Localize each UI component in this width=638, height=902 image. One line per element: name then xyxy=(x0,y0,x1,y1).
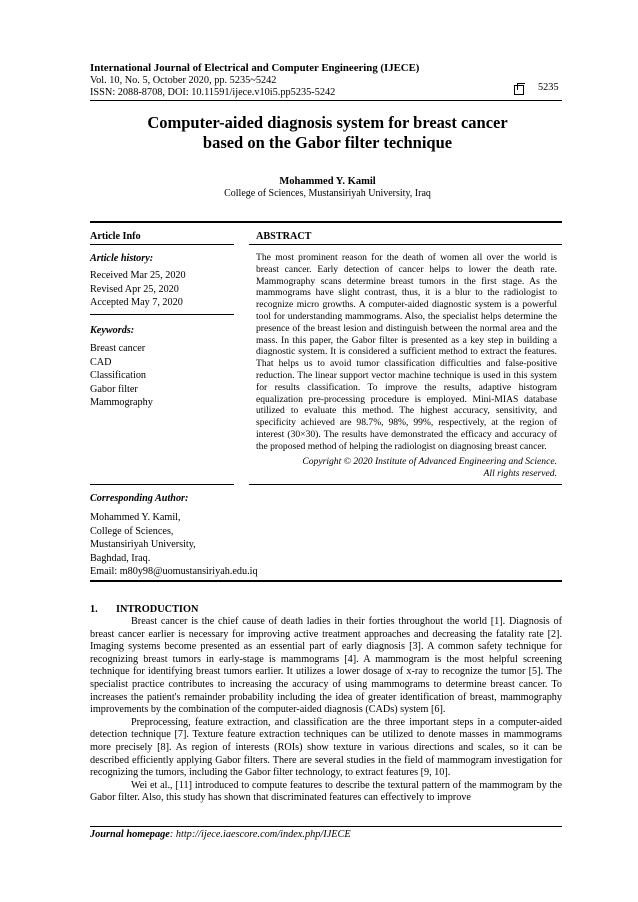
issn-doi: ISSN: 2088-8708, DOI: 10.11591/ijece.v10i5.pp5235-5242 xyxy=(90,87,336,98)
section-rule xyxy=(90,580,562,582)
history-rule xyxy=(90,314,234,315)
introduction-body xyxy=(90,616,562,805)
page-marker-icon xyxy=(514,85,524,95)
title-line-2: based on the Gabor filter technique xyxy=(202,133,453,152)
keyword-item: Breast cancer xyxy=(90,343,146,355)
abstract-heading: ABSTRACT xyxy=(256,231,312,242)
paragraph: Wei et al., [11] introduced to compute features to describe the textural pattern of the mammogram by the Gabor filter. Also, this study has shown that discriminated features can effectively to improve xyxy=(90,779,562,804)
corresponding-college: College of Sciences, xyxy=(90,525,174,537)
abstract-rule xyxy=(249,244,562,245)
paragraph: Preprocessing, feature extraction, and classification are the three important steps in a computer-aided detection technique [7]. Texture feature extraction techniques can be utilized to denote masses in mammograms more precisely [8]. As region of interests (ROIs) show texture in various directions and scales, so it can be described efficiently applying Gabor filters. There are several studies in the field of mammogram investigation for recognizing the tumors, including the Gabor filter technology, to extract features [9, 10]. xyxy=(90,716,562,779)
paper-title xyxy=(90,113,565,153)
abstract-bottom-rule xyxy=(249,484,562,485)
abstract-text: The most prominent reason for the death of women all over the world is breast cancer. Early detection of cancer helps to lower the death rate. Mammography scans determine breast tumors in the first stage. As the mammograms have slight contrast, thus, it is a blur to the radiologist to recognize micro growths. A computer-aided diagnostic system is a powerful tool for understanding mammograms. Also, the specialist helps determine the presence of the breast lesion and distinguish between the normal area and the mass. In this paper, the Gabor filter is presented as a key step in building a diagnostic system. It is considered a sufficient method to extract the features. That helps us to avoid tumor classification difficulties and false-positive reduction. The linear support vector machine technique is used in this system for results classification. To improve the results, adaptive histogram equalization pre-processing procedure is employed. Mini-MIAS database utilized to evaluate this method. The highest accuracy, sensitivity, and specificity achieved are 98.7%, 98%, 99%, respectively, at the region of interest (30×30). The results have demonstrated the efficacy and accuracy of the proposed method of helping the radiologist on diagnosing breast cancer. xyxy=(256,252,557,452)
corresponding-author xyxy=(90,492,350,578)
footer-rule xyxy=(90,826,562,827)
corresponding-university: Mustansiriyah University, xyxy=(90,539,196,551)
paragraph: Breast cancer is the chief cause of death ladies in their forties throughout the world [1]. Diagnosis of breast cancer earlier is necessary for improving active treatment approaches and decreasing the fatality rate [2]. Imaging systems become presented as an essential part of early diagnosis [3]. A common safety technique for recognizing breast tumors in early-stage is mammograms [4]. A mammogram is the most helpful screening technique for identifying breast tumors earlier. It utilizes a lower dosage of x-ray to recognize the tumor [5]. The specialist practice contributes to increasing the accuracy of using mammograms to determine breast cancer. To increases the patient's remainder probability including the idea of greater identification of breast, mammography improvements by the combination of the computer-aided diagnosis (CADs) system [6]. xyxy=(90,616,562,716)
journal-name: International Journal of Electrical and Computer Engineering (IJECE) xyxy=(90,62,420,74)
accepted-date: Accepted May 7, 2020 xyxy=(90,297,183,309)
keywords xyxy=(90,324,240,409)
homepage-url[interactable]: : http://ijece.iaescore.com/index.php/IJECE xyxy=(169,829,351,840)
volume-info: Vol. 10, No. 5, October 2020, pp. 5235~5242 xyxy=(90,75,277,86)
corresponding-city: Baghdad, Iraq. xyxy=(90,552,151,564)
section-number: 1. xyxy=(90,604,98,615)
page-number: 5235 xyxy=(538,82,559,93)
article-info-rule xyxy=(90,244,234,245)
copyright-line-1: Copyright © 2020 Institute of Advanced Engineering and Science. xyxy=(302,456,557,467)
author-name: Mohammed Y. Kamil xyxy=(279,176,376,187)
corresponding-heading: Corresponding Author: xyxy=(90,493,189,504)
keyword-item: Gabor filter xyxy=(90,383,138,395)
copyright xyxy=(256,456,557,480)
keyword-item: CAD xyxy=(90,356,112,368)
info-bottom-rule xyxy=(90,484,234,485)
history-heading: Article history: xyxy=(90,253,154,264)
copyright-line-2: All rights reserved. xyxy=(483,467,557,479)
author-affiliation: College of Sciences, Mustansiriyah University, Iraq xyxy=(224,188,431,199)
top-rule xyxy=(90,221,562,223)
section-title: INTRODUCTION xyxy=(116,604,199,615)
homepage-label: Journal homepage xyxy=(90,829,170,840)
header-rule xyxy=(90,100,562,101)
received-date: Received Mar 25, 2020 xyxy=(90,270,186,282)
revised-date: Revised Apr 25, 2020 xyxy=(90,283,179,295)
section-heading xyxy=(90,604,198,615)
journal-homepage xyxy=(90,829,351,840)
corresponding-email: Email: m80y98@uomustansiriyah.edu.iq xyxy=(90,566,258,578)
keyword-item: Classification xyxy=(90,370,147,382)
article-history xyxy=(90,252,240,310)
corresponding-name: Mohammed Y. Kamil, xyxy=(90,512,181,524)
title-line-1: Computer-aided diagnosis system for breast cancer xyxy=(147,113,508,132)
keyword-item: Mammography xyxy=(90,397,153,409)
article-info-heading: Article Info xyxy=(90,231,141,242)
keywords-heading: Keywords: xyxy=(90,325,135,336)
